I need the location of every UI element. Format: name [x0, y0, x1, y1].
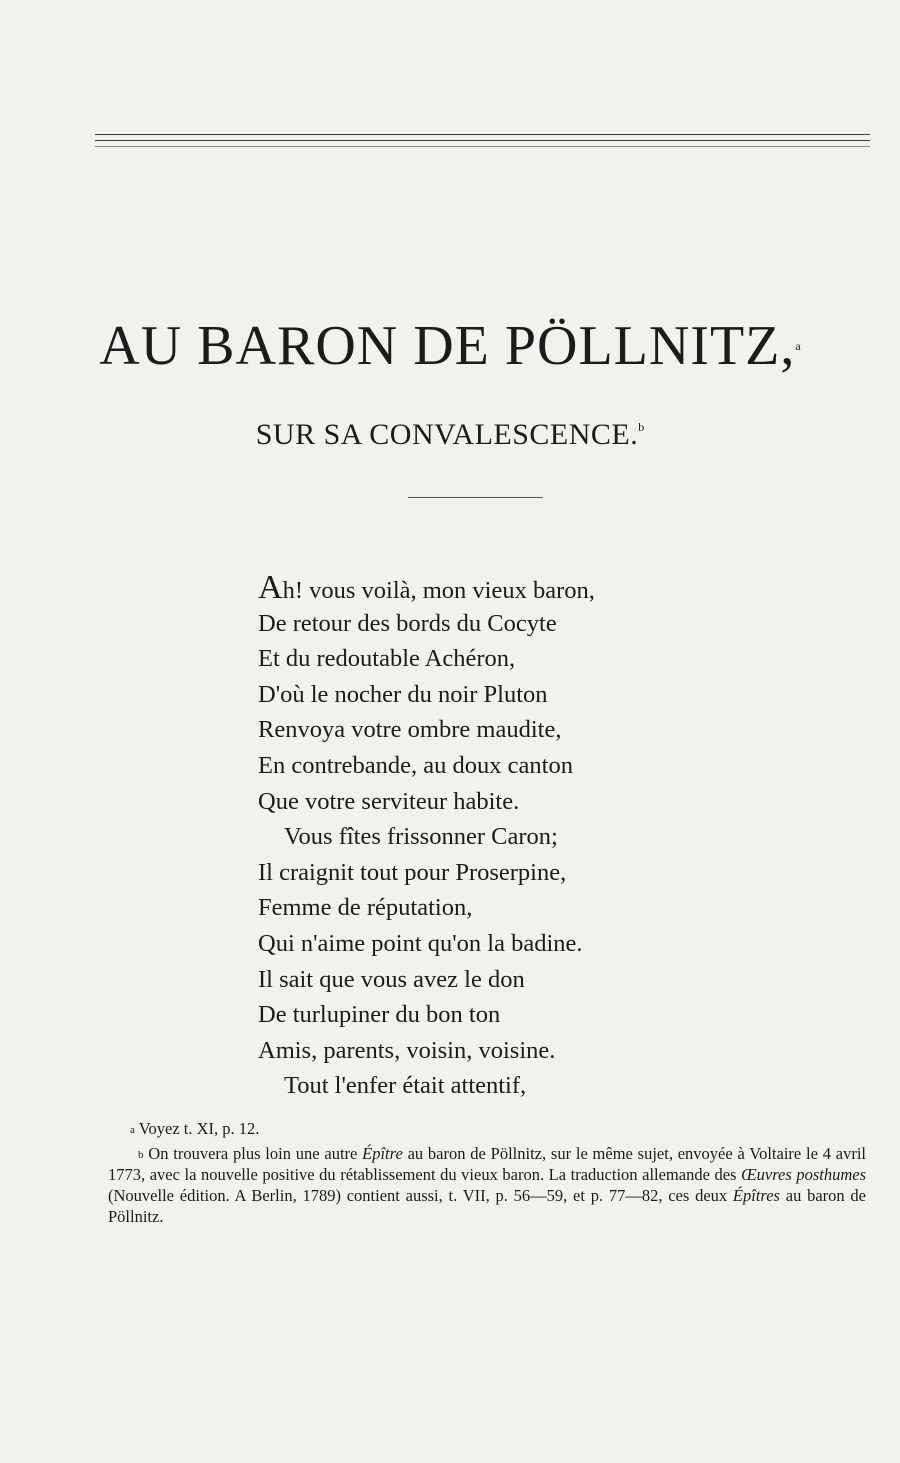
footnote-italic: Épître: [362, 1144, 403, 1163]
verse-line: Que votre serviteur habite.: [258, 787, 520, 815]
title-divider: [408, 497, 543, 498]
poem-body: [258, 570, 818, 1104]
verse-line: Amis, parents, voisin, voisine.: [258, 1036, 556, 1064]
footnote-text: (Nouvelle édition. A Berlin, 1789) contient aussi, t. VII, p. 56—59, et p. 77—82, ces deux: [108, 1186, 733, 1205]
footnote-text: au baron de Pöllnitz, sur le même sujet, envoyée à Voltaire le 4 avril 1773, avec la nouvelle positive du rétablissement du vieux baron. La traduction allemande des: [108, 1144, 867, 1184]
footnote-mark: b: [138, 1149, 144, 1161]
footnote-text: au baron de Pöllnitz.: [108, 1186, 866, 1226]
verse-line: De retour des bords du Cocyte: [258, 609, 557, 637]
poem-subtitle-text: SUR SA CONVALESCENCE.: [255, 418, 639, 451]
verse-line: Il sait que vous avez le don: [258, 965, 525, 993]
footnote-mark: a: [130, 1124, 135, 1136]
footnote-ref-b[interactable]: b: [638, 420, 645, 434]
verse-line: [258, 570, 818, 606]
footnote-ref-a[interactable]: a: [795, 339, 801, 353]
footnote-b: [108, 1143, 866, 1227]
footnote-text: On trouvera plus loin une autre: [148, 1144, 363, 1163]
verse-line: Renvoya votre ombre maudite,: [258, 716, 562, 744]
poem-title: [0, 315, 900, 377]
verse-line: Femme de réputation,: [258, 894, 473, 922]
poem-title-text: AU BARON DE PÖLLNITZ,: [99, 315, 796, 377]
header-rule: [95, 146, 870, 147]
footnote-italic: Œuvres posthumes: [741, 1165, 866, 1184]
verse-line-text: h! vous voilà, mon vieux baron,: [282, 577, 595, 604]
verse-line: Tout l'enfer était attentif,: [284, 1072, 527, 1100]
drop-cap: A: [258, 569, 283, 606]
footnote-a: [108, 1118, 866, 1139]
verse-line: Et du redoutable Achéron,: [258, 645, 516, 673]
verse-line: D'où le nocher du noir Pluton: [258, 680, 548, 708]
verse-line: En contrebande, au doux canton: [258, 751, 573, 779]
verse-line: Qui n'aime point qu'on la badine.: [258, 929, 583, 957]
poem-subtitle: [0, 418, 900, 452]
footnotes: [108, 1118, 866, 1227]
footnote-text: Voyez t. XI, p. 12.: [138, 1119, 260, 1138]
verse-line: De turlupiner du bon ton: [258, 1001, 501, 1029]
header-rule: [95, 134, 870, 135]
header-rule: [95, 140, 870, 141]
verse-line: Vous fîtes frissonner Caron;: [284, 823, 558, 851]
footnote-italic: Épîtres: [732, 1186, 780, 1205]
verse-line: Il craignit tout pour Proserpine,: [258, 858, 567, 886]
